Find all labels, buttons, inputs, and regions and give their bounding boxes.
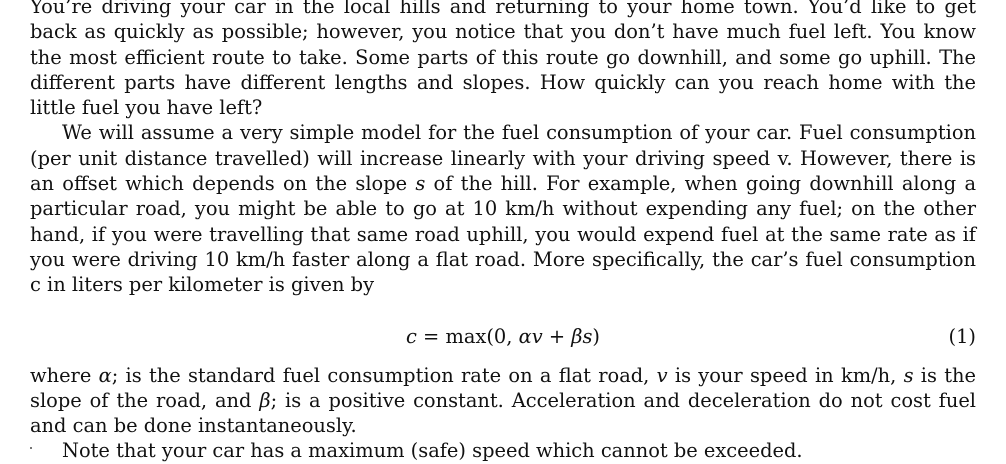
text-segment: is your speed in km/h, (667, 363, 904, 387)
math-variable-c: c (406, 324, 417, 348)
math-equals: = (416, 324, 446, 348)
math-variable-s: s (415, 172, 426, 196)
math-close-paren: ) (592, 324, 600, 348)
text-segment: of the hill. For example, when going downhill along a particular road, you might be able to go at 10 km/h without expending any fuel; on the other hand, if you were travelling that same road uphill, you would expend fuel at the same rate as if you were driving 10 km/h faster along a flat road. More specifically, the car’s fuel consumption c in liters per kilometer is given by (30, 172, 977, 297)
math-variable-v: v (656, 363, 668, 387)
math-variable-alpha: α (518, 324, 532, 348)
equation-1 (30, 324, 976, 349)
paragraph-intro: You’re driving your car in the local hills and returning to your home town. You’d like to get back as quickly as possible; however, you notice that you don’t have much fuel left. You know the most efficient route to take. Some parts of this route go downhill, and some go uphill. The different parts have different lengths and slopes. How quickly can you reach home with the little fuel you have left? (30, 0, 976, 120)
math-variable-v: v (531, 324, 543, 348)
math-plus: + (542, 324, 572, 348)
paragraph-variables (30, 363, 976, 439)
math-variable-beta: β (259, 388, 271, 412)
document-page (30, 0, 976, 464)
paragraph-fuel-model (30, 120, 976, 297)
math-max-function: max(0, (445, 324, 519, 348)
math-variable-beta: β (571, 324, 583, 348)
text-segment: is the slope of the road, and (30, 363, 976, 412)
page-mark (30, 447, 32, 449)
paragraph-max-speed: Note that your car has a maximum (safe) speed which cannot be exceeded. (62, 439, 803, 463)
text-segment: where (30, 363, 99, 387)
equation-body (30, 324, 976, 349)
equation-number: (1) (948, 324, 976, 348)
math-variable-s: s (582, 324, 593, 348)
text-segment: ; is the standard fuel consumption rate on a flat road, (111, 363, 657, 387)
text-segment: ; is a positive constant. Acceleration and deceleration do not cost fuel and can be done instantaneously. (30, 388, 976, 438)
math-variable-alpha: α (98, 363, 112, 387)
text-segment: We will assume a very simple model for the fuel consumption of your car. Fuel consumption (per unit distance travelled) will increase linearly with your driving speed v. However, there is an offset which depends on the slope (30, 121, 976, 196)
math-variable-s: s (903, 363, 914, 387)
